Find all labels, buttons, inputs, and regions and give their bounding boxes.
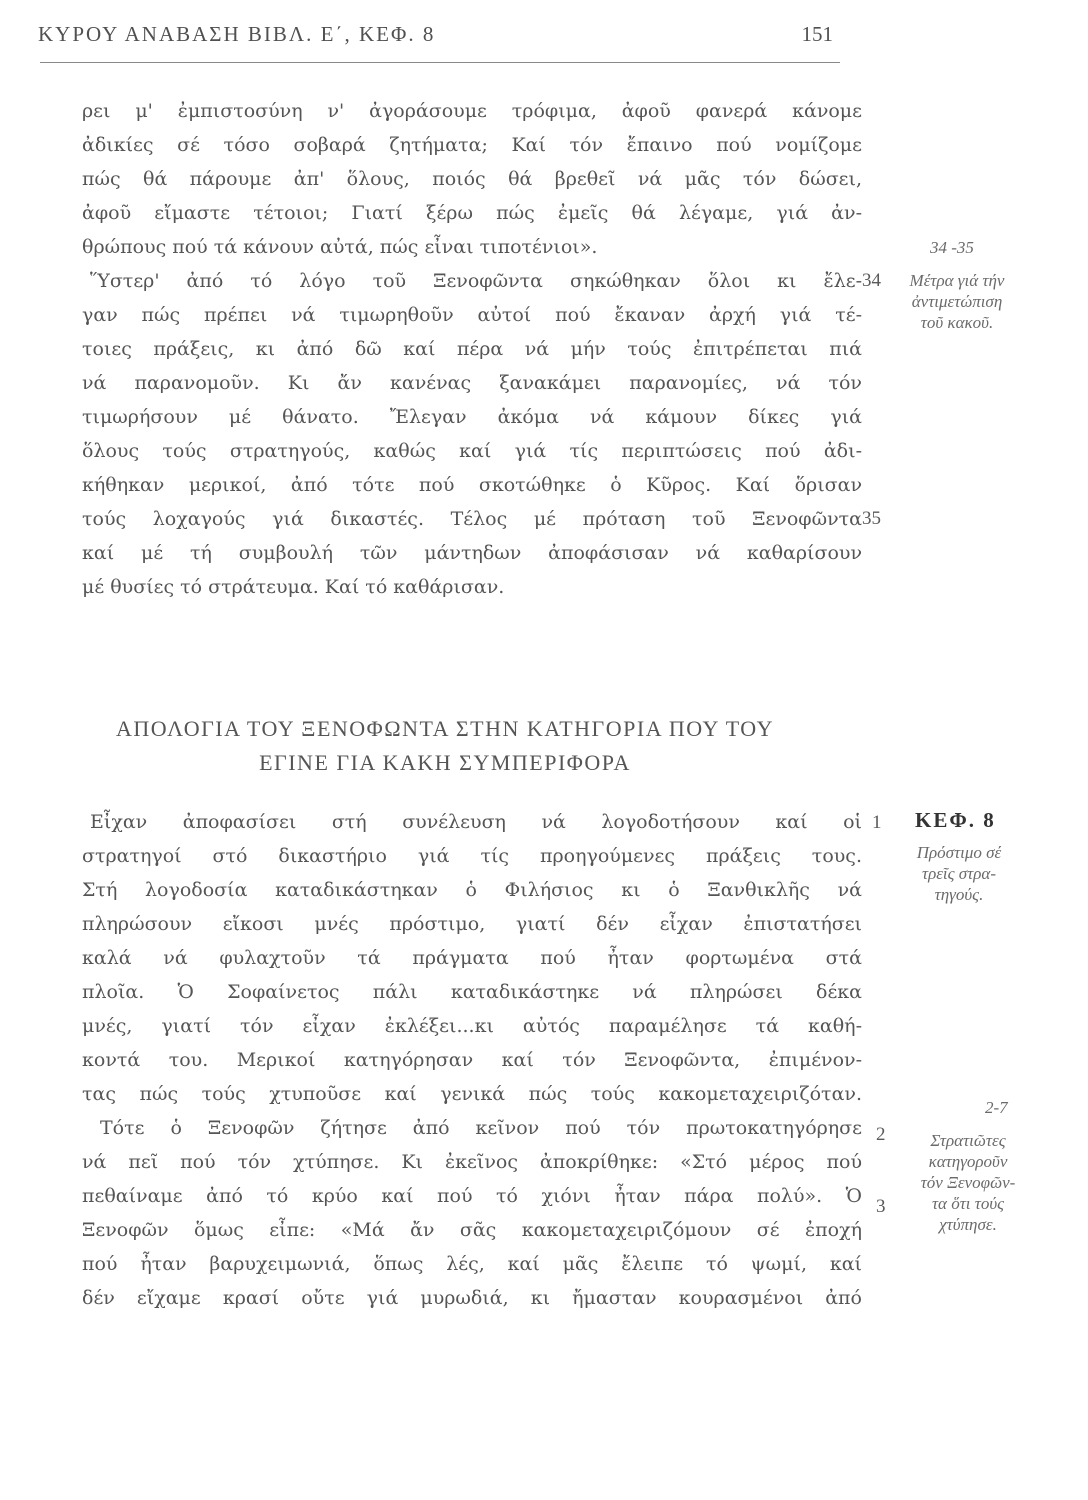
text-line: τας πώς τούς χτυποῦσε καί γενικά πώς τούς κακομεταχειριζόταν. <box>82 1083 862 1105</box>
text-line: ρει μ' ἐμπιστοσύνη ν' ἀγοράσουμε τρόφιμα, ἀφοῦ φανερά κάνομε <box>82 100 862 122</box>
text-line: καλά νά φυλαχτοῦν τά πράγματα πού ἦταν φορτωμένα στά <box>82 947 862 969</box>
text-line: πληρώσουν εἴκοσι μνές πρόστιμο, γιατί δέν εἶχαν ἐπιστατήσει <box>82 913 862 935</box>
page-number: 151 <box>801 22 833 46</box>
margin-note-line: Πρόστιμο σέ <box>916 843 1002 862</box>
text-line: γαν πώς πρέπει νά τιμωρηθοῦν αὐτοί πού ἔκαναν ἀρχή γιά τέ- <box>82 304 862 326</box>
margin-note-line: Στρατιῶτες <box>930 1131 1006 1150</box>
line-number-2: 2 <box>876 1124 886 1145</box>
margin-note-line: κατηγοροῦν <box>928 1152 1008 1171</box>
text-line: πεθαίναμε ἀπό τό κρύο καί πού τό χιόνι ἦταν πάρα πολύ». Ὁ <box>82 1185 862 1207</box>
text-line: τιμωρήσουν μέ θάνατο. Ἔλεγαν ἀκόμα νά κάμουν δίκες γιά <box>82 406 862 428</box>
margin-note-line: τοῦ κακοῦ. <box>920 313 994 332</box>
text-line: Εἶχαν ἀποφασίσει στή συνέλευση νά λογοδοτήσουν καί οἱ <box>90 811 862 833</box>
text-line: πλοῖα. Ὁ Σοφαίνετος πάλι καταδικάστηκε νά πληρώσει δέκα <box>82 981 862 1003</box>
text-line: πώς θά πάρουμε ἀπ' ὅλους, ποιός θά βρεθεῖ νά μᾶς τόν δώσει, <box>82 168 862 190</box>
margin-range-34-35: 34 -35 <box>930 238 974 257</box>
margin-note-line: τηγούς. <box>934 885 984 904</box>
line-number-35: 35 <box>862 508 881 529</box>
text-line: Τότε ὁ Ξενοφῶν ζήτησε ἀπό κεῖνον πού τόν πρωτοκατηγόρησε <box>100 1117 862 1139</box>
text-line: στρατηγοί στό δικαστήριο γιά τίς προηγούμενες πράξεις τους. <box>82 845 862 867</box>
text-line: νά πεῖ πού τόν χτύπησε. Κι ἐκεῖνος ἀποκρίθηκε: «Στό μέρος πού <box>82 1151 862 1173</box>
line-number-34: 34 <box>862 270 881 291</box>
section-heading <box>40 712 850 780</box>
text-line: κήθηκαν μερικοί, ἀπό τότε πού σκοτώθηκε ὁ Κῦρος. Καί ὅρισαν <box>82 474 862 496</box>
text-block-upper <box>82 94 862 604</box>
chapter-mark: ΚΕΦ. 8 <box>915 808 996 832</box>
text-line: τοιες πράξεις, κι ἀπό δῶ καί πέρα νά μήν τούς ἐπιτρέπεται πιά <box>82 338 862 360</box>
line-number-1: 1 <box>872 812 882 833</box>
margin-note-1 <box>884 842 1034 905</box>
margin-note-line: Μέτρα γιά τήν <box>909 271 1005 290</box>
text-block-lower <box>82 805 862 1315</box>
text-line: Ξενοφῶν ὅμως εἶπε: «Μά ἄν σᾶς κακομεταχειριζόμουν σέ ἐποχή <box>82 1219 862 1241</box>
margin-note-2-7 <box>893 1130 1043 1235</box>
margin-note-line: τα ὅτι τούς <box>931 1194 1005 1213</box>
text-line: ὅλους τούς στρατηγούς, καθώς καί γιά τίς περιπτώσεις πού ἀδι- <box>82 440 862 462</box>
text-line: μέ θυσίες τό στράτευμα. Καί τό καθάρισαν. <box>82 576 505 598</box>
text-line: δέν εἴχαμε κρασί οὔτε γιά μυρωδιά, κι ἤμασταν κουρασμένοι ἀπό <box>82 1287 862 1309</box>
text-line: τούς λοχαγούς γιά δικαστές. Τέλος μέ πρόταση τοῦ Ξενοφῶντα <box>82 508 862 530</box>
header-rule <box>40 62 840 63</box>
margin-note-34-35 <box>882 270 1032 333</box>
section-heading-line-2: ΕΓΙΝΕ ΓΙΑ ΚΑΚΗ ΣΥΜΠΕΡΙΦΟΡΑ <box>259 750 631 775</box>
text-line: θρώπους πού τά κάνουν αὐτά, πώς εἶναι τιποτένιοι». <box>82 236 598 258</box>
margin-range-2-7: 2-7 <box>985 1098 1008 1117</box>
text-line: μνές, γιατί τόν εἶχαν ἐκλέξει...κι αὐτός παραμέλησε τά καθή- <box>82 1015 862 1037</box>
page-header <box>38 16 833 56</box>
text-line: κοντά του. Μερικοί κατηγόρησαν καί τόν Ξενοφῶντα, ἐπιμένον- <box>82 1049 862 1071</box>
text-line: Ὕστερ' ἀπό τό λόγο τοῦ Ξενοφῶντα σηκώθηκαν ὅλοι κι ἔλε- <box>90 270 862 292</box>
section-heading-line-1: ΑΠΟΛΟΓΙΑ ΤΟΥ ΞΕΝΟΦΩΝΤΑ ΣΤΗΝ ΚΑΤΗΓΟΡΙΑ ΠΟΥ ΤΟΥ <box>116 716 774 741</box>
text-line: Στή λογοδοσία καταδικάστηκαν ὁ Φιλήσιος κι ὁ Ξανθικλῆς νά <box>82 879 862 901</box>
line-number-3: 3 <box>876 1196 886 1217</box>
text-line: νά παρανομοῦν. Κι ἄν κανένας ξανακάμει παρανομίες, νά τόν <box>82 372 862 394</box>
margin-note-line: τόν Ξενοφῶν- <box>920 1173 1016 1192</box>
margin-note-line: χτύπησε. <box>939 1215 997 1234</box>
text-line: ἀδικίες σέ τόσο σοβαρά ζητήματα; Καί τόν ἔπαινο πού νομίζομε <box>82 134 862 156</box>
margin-note-line: ἀντιμετώπιση <box>911 292 1003 311</box>
text-line: πού ἦταν βαρυχειμωνιά, ὅπως λές, καί μᾶς ἔλειπε τό ψωμί, καί <box>82 1253 862 1275</box>
text-line: ἀφοῦ εἴμαστε τέτοιοι; Γιατί ξέρω πώς ἐμεῖς θά λέγαμε, γιά ἀν- <box>82 202 862 224</box>
running-head: ΚΥΡΟΥ ΑΝΑΒΑΣΗ ΒΙΒΛ. Ε΄, ΚΕΦ. 8 <box>38 22 436 46</box>
text-line: καί μέ τή συμβουλή τῶν μάντηδων ἀποφάσισαν νά καθαρίσουν <box>82 542 862 564</box>
margin-note-line: τρεῖς στρα- <box>921 864 997 883</box>
